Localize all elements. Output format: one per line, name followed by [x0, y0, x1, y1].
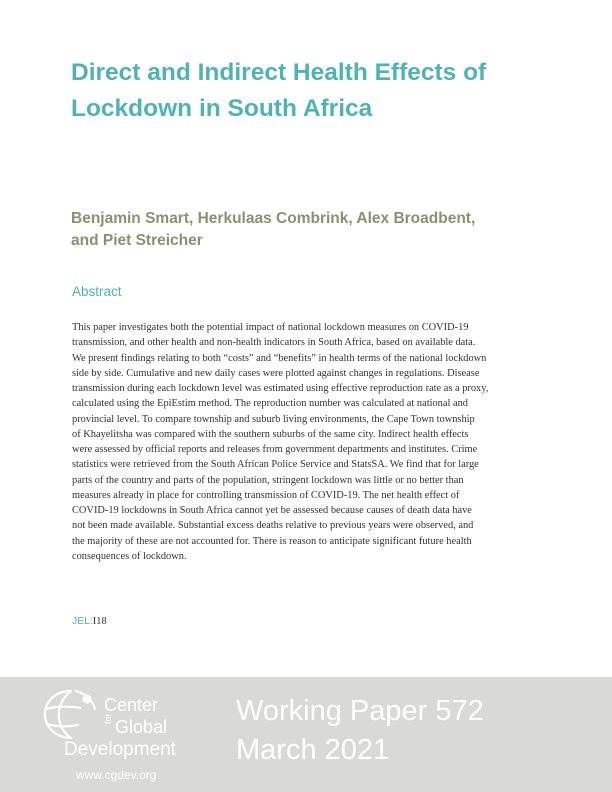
abstract-heading: Abstract [72, 284, 122, 299]
abstract-line: COVID-19 lockdowns in South Africa cannot yet be assessed because causes of death data have [72, 505, 472, 516]
abstract-line: consequences of lockdown. [72, 550, 187, 562]
jel-label: JEL: [72, 616, 93, 627]
abstract-line: side by side. Cumulative and new daily cases were plotted against changes in regulations. Disease [72, 367, 480, 379]
org-name-for: for [103, 713, 113, 724]
abstract-line: statistics were retrieved from the South African Police Service and StatsSA. We find that for large [72, 459, 479, 471]
org-name-center: Center [104, 695, 159, 715]
abstract-line: of Khayelitsha was compared with the southern suburbs of the same city. Indirect health effects [72, 428, 469, 440]
jel-classification [72, 616, 107, 627]
footer-band [0, 677, 612, 792]
abstract-body [72, 320, 542, 564]
abstract-line: not been made available. Substantial excess deaths relative to previous years were observed, and [72, 520, 474, 532]
paper-title-line: Direct and Indirect Health Effects of [71, 59, 487, 86]
working-paper-number: Working Paper 572 [236, 695, 484, 727]
author-list [71, 208, 571, 252]
author-line: and Piet Streicher [71, 232, 203, 249]
abstract-line: measures already in place for controlling transmission of COVID-19. The net health effect of [72, 489, 460, 501]
jel-codes: I18 [92, 616, 107, 627]
abstract-line: parts of the country and parts of the population, stringent lockdown was little or no better than [72, 474, 464, 486]
abstract-line: provincial level. To compare township and suburb living environments, the Cape Town township [72, 413, 475, 425]
publication-date: March 2021 [236, 734, 390, 766]
website-link[interactable]: www.cgdev.org [76, 768, 157, 782]
abstract-line: We present findings relating to both “costs” and “benefits” in health terms of the national lockdown [72, 352, 487, 364]
abstract-line: calculated using the EpiEstim method. The reproduction number was calculated at national and [72, 398, 468, 410]
paper-title-line: Lockdown in South Africa [71, 95, 373, 122]
globe-logo-icon [38, 685, 104, 745]
paper-title [71, 55, 571, 127]
abstract-line: the majority of these are not accounted for. There is reason to anticipate significant future health [72, 535, 472, 547]
abstract-line: were assessed by official reports and releases from government departments and institutes. Crime [72, 444, 478, 455]
org-name-global: Global [115, 717, 168, 737]
org-name-development: Development [64, 739, 176, 760]
abstract-line: transmission, and other health and non-health indicators in South Africa, based on available data. [72, 337, 476, 349]
abstract-line: transmission during each lockdown level was estimated using effective reproduction rate as a proxy, [72, 383, 489, 394]
author-line: Benjamin Smart, Herkulaas Combrink, Alex Broadbent, [71, 210, 476, 227]
abstract-line: This paper investigates both the potential impact of national lockdown measures on COVID-19 [72, 322, 469, 333]
